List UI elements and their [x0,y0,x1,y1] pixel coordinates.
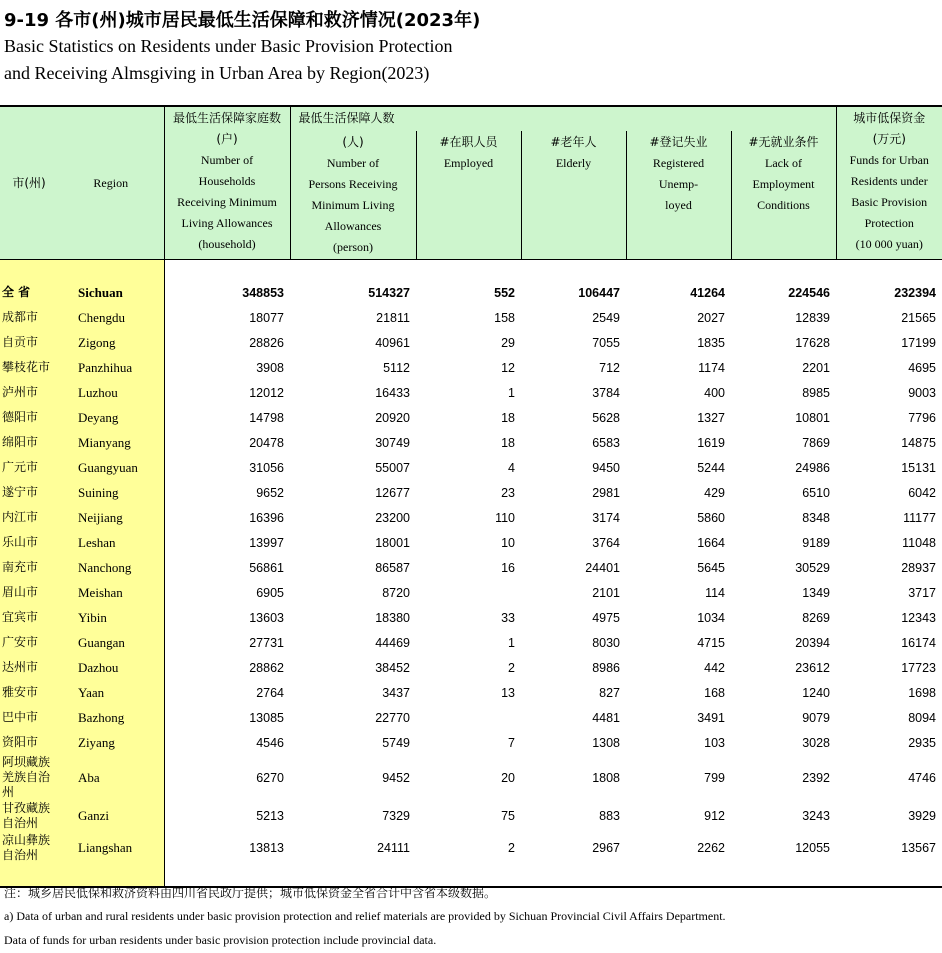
table-row [0,430,942,455]
header-unemployed-en-1: Registered [652,156,705,170]
cell-elderly: 1808 [592,770,620,785]
table-row [0,755,942,800]
header-funds-en-2: Residents under [850,174,928,188]
cell-elderly: 9450 [592,460,620,475]
cell-city-zh: 南充市 [0,555,58,580]
table-row [0,555,942,580]
cell-unemployed: 799 [704,770,725,785]
cell-lack: 6510 [802,485,830,500]
cell-city-zh: 资阳市 [0,730,58,755]
cell-persons: 8720 [382,585,410,600]
cell-employed: 23 [501,485,515,500]
cell-persons: 514327 [368,285,410,300]
cell-households: 31056 [249,460,284,475]
cell-households: 28862 [249,660,284,675]
cell-lack: 12055 [795,841,830,855]
cell-city-zh: 遂宁市 [0,480,58,505]
cell-lack: 2201 [802,360,830,375]
header-employed-en: Employed [443,156,494,170]
header-unemployed [626,131,731,260]
cell-persons: 22770 [375,710,410,725]
cell-households: 3908 [256,360,284,375]
cell-persons: 30749 [375,435,410,450]
cell-funds: 16174 [901,635,936,650]
cell-region: Guangyuan [58,455,164,480]
cell-city-zh-line1: 阿坝藏族 [2,755,51,769]
cell-region: Panzhihua [58,355,164,380]
cell-city-zh [0,800,58,832]
cell-city-zh: 绵阳市 [0,430,58,455]
cell-funds: 12343 [901,610,936,625]
cell-region: Yibin [58,605,164,630]
cell-employed: 158 [494,310,515,325]
cell-unemployed: 1174 [698,360,725,375]
cell-funds: 14875 [901,435,936,450]
header-persons-zh: 最低生活保障人数 [298,111,395,125]
header-households-en-2: Households [198,174,256,188]
cell-persons: 23200 [375,510,410,525]
table-title-zh: 9-19 各市(州)城市居民最低生活保障和救济情况(2023年) [4,10,481,31]
cell-lack: 1240 [802,685,830,700]
cell-region: Nanchong [58,555,164,580]
note-en-2: Data of funds for urban residents under basic provision protection include provincial data. [4,933,437,947]
cell-persons: 9452 [382,770,410,785]
cell-elderly: 5628 [592,410,620,425]
cell-region: Bazhong [58,705,164,730]
header-funds-zh: 城市低保资金 [853,111,926,125]
table-title-en-line1: Basic Statistics on Residents under Basic Provision Protection [4,36,453,56]
cell-lack: 8348 [802,510,830,525]
cell-city-zh: 广安市 [0,630,58,655]
cell-households: 28826 [249,335,284,350]
header-unemployed-zh: #登记失业 [649,135,708,149]
cell-funds: 232394 [894,285,936,300]
table-row [0,832,942,864]
cell-employed: 18 [501,435,515,450]
cell-funds: 17723 [901,660,936,675]
header-households-unit-zh: (户) [216,132,238,146]
cell-households: 13997 [249,535,284,550]
cell-region: Ganzi [58,800,164,832]
table-row [0,380,942,405]
cell-persons: 38452 [375,660,410,675]
cell-lack: 3028 [802,735,830,750]
cell-funds: 13567 [901,841,936,855]
cell-persons: 5112 [383,360,410,375]
header-funds-en-3: Basic Provision [851,195,928,209]
cell-funds: 11048 [902,535,936,550]
header-households-zh: 最低生活保障家庭数 [172,111,281,125]
header-elderly [521,131,626,260]
cell-persons: 3437 [382,685,410,700]
cell-elderly: 3764 [592,535,620,550]
table-row [0,705,942,730]
cell-funds: 7796 [908,410,936,425]
cell-lack: 20394 [795,635,830,650]
cell-households: 27731 [249,635,284,650]
cell-funds: 2935 [908,735,936,750]
cell-elderly: 7055 [592,335,620,350]
header-city-zh: 市(州) [12,175,46,190]
cell-lack: 23612 [795,660,830,675]
cell-elderly: 883 [599,809,620,823]
cell-elderly: 4975 [592,610,620,625]
cell-elderly: 3784 [592,385,620,400]
header-employed [416,131,521,260]
cell-city-zh: 眉山市 [0,580,58,605]
cell-region: Meishan [58,580,164,605]
cell-region: Aba [58,755,164,800]
table-row [0,530,942,555]
cell-employed: 12 [501,360,515,375]
cell-lack: 8985 [802,385,830,400]
header-lack-zh: #无就业条件 [748,135,819,149]
cell-elderly: 4481 [592,710,620,725]
cell-employed: 16 [501,560,515,575]
table-row [0,305,942,330]
table-row [0,330,942,355]
cell-employed: 110 [495,510,515,525]
cell-persons: 7329 [382,809,410,823]
cell-employed: 33 [501,610,515,625]
cell-households: 12012 [249,385,284,400]
cell-persons: 40961 [375,335,410,350]
cell-funds: 21565 [901,310,936,325]
table-row [0,605,942,630]
table-row [0,355,942,380]
header-lack [731,131,836,260]
cell-employed: 75 [501,809,515,823]
cell-employed [416,705,521,730]
cell-persons: 24111 [377,841,410,855]
cell-households: 9652 [256,485,284,500]
header-persons-en-1: Number of [326,156,380,170]
header-elderly-en: Elderly [555,156,592,170]
cell-region: Leshan [58,530,164,555]
cell-households: 16396 [249,510,284,525]
cell-city-zh: 内江市 [0,505,58,530]
cell-elderly: 6583 [592,435,620,450]
header-persons-en-3: Minimum Living [311,198,395,212]
cell-unemployed: 400 [704,385,725,400]
header-persons-en-4: Allowances [324,219,382,233]
cell-unemployed: 168 [704,685,725,700]
cell-lack: 30529 [795,560,830,575]
spacer-row [0,260,942,281]
header-households-en-4: Living Allowances [181,216,273,230]
header-funds-en-4: Protection [864,216,914,230]
header-funds-unit-zh: (万元) [872,132,906,146]
cell-region: Sichuan [58,280,164,305]
cell-employed: 7 [508,735,515,750]
cell-city-zh: 巴中市 [0,705,58,730]
cell-persons: 44469 [375,635,410,650]
table-title-en-line2: and Receiving Almsgiving in Urban Area by Region(2023) [4,63,430,83]
table-header [0,106,942,260]
header-persons [290,131,416,260]
cell-households: 348853 [242,285,284,300]
cell-city-zh: 宜宾市 [0,605,58,630]
cell-lack: 24986 [795,460,830,475]
cell-lack: 10801 [795,410,830,425]
header-funds [836,106,942,260]
header-lack-en-2: Employment [752,177,815,191]
header-persons-unit-zh: (人) [342,135,364,149]
cell-funds: 1698 [908,685,936,700]
cell-employed: 18 [501,410,515,425]
header-households-en-1: Number of [200,153,254,167]
cell-unemployed: 3491 [697,710,725,725]
header-elderly-zh: #老年人 [550,135,597,149]
header-households [164,106,290,260]
header-lack-en-3: Conditions [757,198,810,212]
cell-households: 4546 [256,735,284,750]
cell-unemployed: 114 [705,585,725,600]
cell-lack: 9189 [802,535,830,550]
cell-households: 20478 [249,435,284,450]
cell-city-zh: 全 省 [0,280,58,305]
cell-funds: 11177 [903,510,936,525]
table-row [0,730,942,755]
cell-employed: 4 [508,460,515,475]
header-persons-en-2: Persons Receiving [308,177,398,191]
cell-city-zh: 自贡市 [0,330,58,355]
cell-elderly: 8986 [592,660,620,675]
header-persons-unit-en: (person) [333,240,373,254]
header-persons-group [290,106,836,131]
cell-city-zh: 达州市 [0,655,58,680]
cell-region: Suining [58,480,164,505]
cell-funds: 15131 [901,460,936,475]
cell-employed: 2 [508,841,515,855]
table-row [0,630,942,655]
cell-households: 2764 [256,685,284,700]
cell-elderly: 2101 [592,585,620,600]
header-households-en-3: Receiving Minimum [177,195,277,209]
cell-unemployed: 1034 [697,610,725,625]
cell-unemployed: 41264 [690,285,725,300]
cell-persons: 18001 [375,535,410,550]
cell-unemployed: 2262 [697,841,725,855]
cell-households: 13813 [249,841,284,855]
cell-unemployed: 1835 [697,335,725,350]
cell-funds: 17199 [901,335,936,350]
cell-persons: 20920 [375,410,410,425]
cell-households: 5213 [256,809,284,823]
cell-region: Liangshan [58,832,164,864]
cell-lack: 1349 [802,585,830,600]
cell-region: Yaan [58,680,164,705]
cell-lack: 224546 [788,285,830,300]
header-region: Region [93,175,129,190]
cell-households: 18077 [249,310,284,325]
cell-funds: 9003 [908,385,936,400]
cell-region: Deyang [58,405,164,430]
cell-city-zh [0,755,58,800]
cell-region: Zigong [58,330,164,355]
cell-city-zh-line2: 自治州 [2,848,39,862]
cell-lack: 3243 [802,809,830,823]
cell-lack: 2392 [802,770,830,785]
cell-region: Chengdu [58,305,164,330]
cell-elderly: 712 [599,360,620,375]
cell-funds: 4695 [908,360,936,375]
table-row [0,580,942,605]
cell-region: Luzhou [58,380,164,405]
cell-elderly: 2967 [592,841,620,855]
cell-unemployed: 4715 [697,635,725,650]
cell-unemployed: 2027 [697,310,725,325]
cell-unemployed: 5244 [697,460,725,475]
cell-lack: 8269 [802,610,830,625]
cell-city-zh: 雅安市 [0,680,58,705]
cell-elderly: 827 [599,685,620,700]
table-body [0,260,942,888]
header-funds-unit-en: (10 000 yuan) [855,237,923,251]
cell-persons: 86587 [375,560,410,575]
header-households-unit-en: (household) [198,237,256,251]
cell-city-zh-line1: 甘孜藏族 [2,801,51,815]
cell-unemployed: 1327 [697,410,725,425]
table-row [0,655,942,680]
cell-persons: 21811 [376,310,410,325]
table-row [0,680,942,705]
cell-city-zh: 德阳市 [0,405,58,430]
cell-employed: 10 [501,535,515,550]
cell-elderly: 2549 [592,310,620,325]
header-employed-zh: #在职人员 [439,135,498,149]
table-row [0,455,942,480]
note-en-1: a) Data of urban and rural residents under basic provision protection and relief materials are provided by Sichuan Provincial Civil Affairs Department. [4,909,726,923]
cell-elderly: 24401 [585,560,620,575]
table-row [0,505,942,530]
header-unemployed-en-3: loyed [665,198,692,212]
cell-city-zh: 成都市 [0,305,58,330]
cell-elderly: 106447 [578,285,620,300]
table-row [0,480,942,505]
cell-persons: 55007 [375,460,410,475]
cell-region: Ziyang [58,730,164,755]
cell-lack: 17628 [795,335,830,350]
table-row [0,800,942,832]
cell-city-zh: 乐山市 [0,530,58,555]
cell-persons: 12677 [375,485,410,500]
statistics-table [0,105,942,888]
cell-households: 14798 [249,410,284,425]
cell-lack: 9079 [802,710,830,725]
cell-employed [416,580,521,605]
cell-region: Dazhou [58,655,164,680]
cell-unemployed: 442 [704,660,725,675]
cell-lack: 12839 [795,310,830,325]
cell-persons: 16433 [375,385,410,400]
cell-funds: 8094 [908,710,936,725]
cell-region: Mianyang [58,430,164,455]
cell-unemployed: 5645 [697,560,725,575]
cell-employed: 29 [501,335,515,350]
header-lack-en-1: Lack of [765,156,802,170]
cell-lack: 7869 [802,435,830,450]
cell-unemployed: 912 [704,809,725,823]
header-unemployed-en-2: Unemp- [658,177,699,191]
cell-employed: 1 [508,385,515,400]
cell-unemployed: 5860 [697,510,725,525]
cell-households: 56861 [249,560,284,575]
cell-region: Neijiang [58,505,164,530]
cell-city-zh-line2: 羌族自治州 [2,770,51,799]
cell-households: 13603 [249,610,284,625]
cell-city-zh: 泸州市 [0,380,58,405]
cell-region: Guangan [58,630,164,655]
cell-funds: 3929 [908,809,936,823]
cell-city-zh: 广元市 [0,455,58,480]
cell-city-zh-line2: 自治州 [2,816,39,830]
cell-unemployed: 1664 [697,535,725,550]
cell-unemployed: 429 [704,485,725,500]
cell-employed: 1 [508,635,515,650]
cell-funds: 28937 [901,560,936,575]
cell-city-zh: 攀枝花市 [0,355,58,380]
cell-funds: 4746 [908,770,936,785]
cell-households: 13085 [249,710,284,725]
cell-elderly: 3174 [592,510,620,525]
cell-city-zh [0,832,58,864]
cell-unemployed: 103 [704,735,725,750]
header-funds-en-1: Funds for Urban [849,153,929,167]
cell-employed: 20 [501,770,515,785]
cell-employed: 2 [508,660,515,675]
statistics-table-container [0,105,942,888]
cell-funds: 6042 [908,485,936,500]
cell-persons: 5749 [382,735,410,750]
table-row [0,405,942,430]
cell-unemployed: 1619 [697,435,725,450]
cell-persons: 18380 [375,610,410,625]
cell-elderly: 1308 [592,735,620,750]
note-zh: 注：城乡居民低保和救济资料由四川省民政厅提供；城市低保资金全省合计中含省本级数据。 [4,886,497,900]
cell-employed: 552 [494,285,515,300]
table-row-total [0,280,942,305]
cell-employed: 13 [501,685,515,700]
cell-city-zh-line1: 凉山彝族 [2,833,51,847]
cell-households: 6270 [256,770,284,785]
cell-elderly: 2981 [592,485,620,500]
cell-elderly: 8030 [592,635,620,650]
cell-funds: 3717 [908,585,936,600]
cell-households: 6905 [256,585,284,600]
